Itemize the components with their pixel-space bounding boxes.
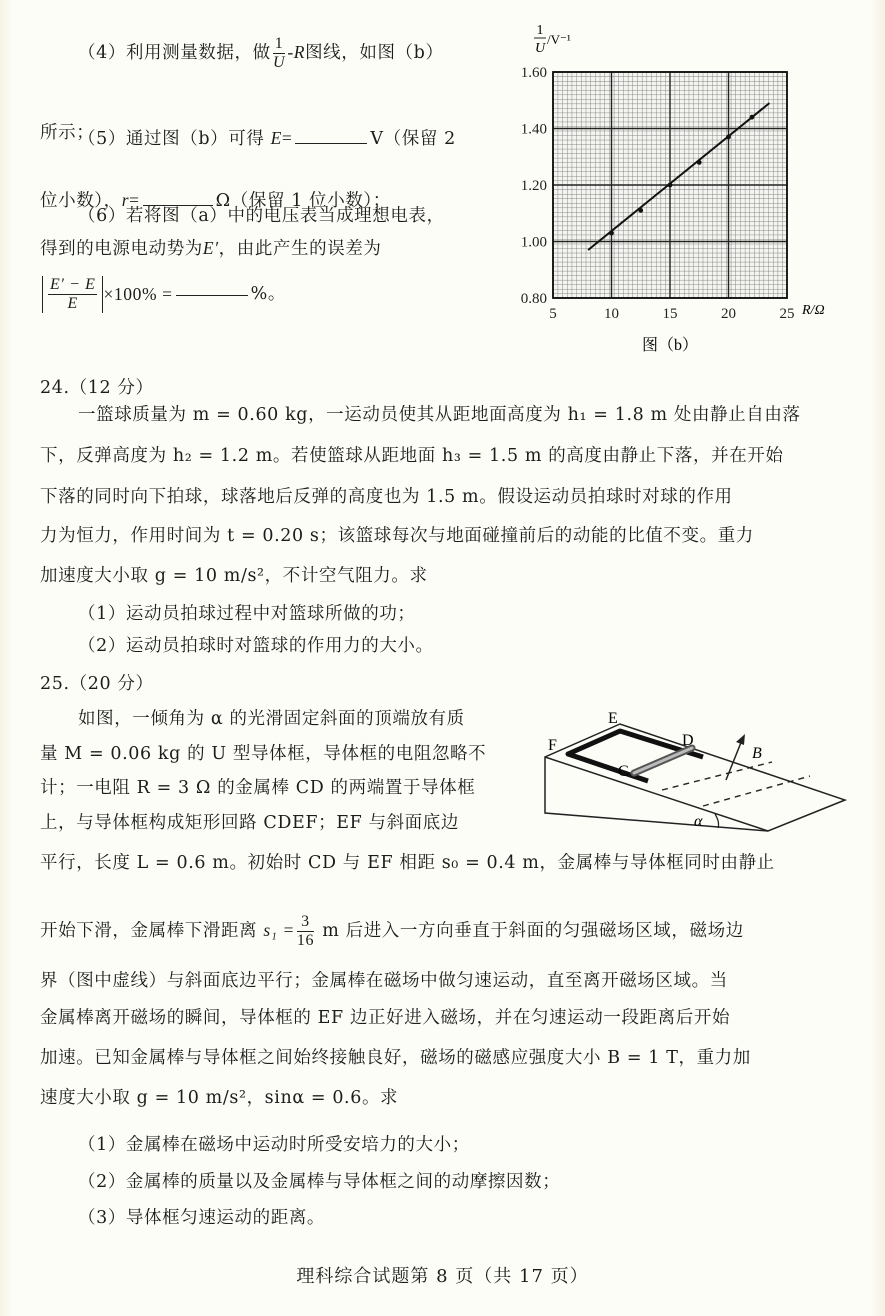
- data-point: [726, 135, 731, 140]
- q23-item-4-cont: 所示；: [40, 123, 95, 143]
- data-point: [638, 208, 643, 213]
- item-text: V（保留 2: [370, 129, 456, 149]
- equals: =: [129, 190, 140, 210]
- q25-sub-2: （2）金属棒的质量以及金属棒与导体框之间的动摩擦因数；: [78, 1172, 561, 1192]
- label-B: B: [752, 745, 762, 762]
- q23-item-6: （6）若将图（a）中的电压表当成理想电表，: [78, 206, 445, 226]
- q24-line-4: 力为恒力，作用时间为 t = 0.20 s；该篮球每次与地面碰撞前后的动能的比值不变。重力: [40, 526, 754, 546]
- fraction-numerator: 1: [274, 35, 284, 52]
- equals: =: [281, 128, 293, 148]
- q24-line-5: 加速度大小取 g = 10 m/s²，不计空气阻力。求: [40, 566, 428, 586]
- item-text: （4）利用测量数据，做: [78, 43, 271, 63]
- q25-sub-3: （3）导体框匀速运动的距离。: [78, 1208, 326, 1228]
- arrow-head-icon: [736, 734, 745, 745]
- chart-caption: 图（b）: [641, 337, 699, 354]
- incline-figure: [520, 690, 885, 850]
- chart-svg: [500, 18, 830, 363]
- x-tick-labels: [549, 306, 794, 322]
- fraction-3-16: [297, 913, 314, 950]
- fraction-denominator: E: [67, 295, 78, 312]
- q25-line-8: 金属棒离开磁场的瞬间，导体框的 EF 边正好进入磁场，并在匀速运动一段距离后开始: [40, 1008, 731, 1028]
- incline-svg: [520, 690, 885, 850]
- answer-blank-E[interactable]: [295, 141, 367, 144]
- q25-header: 25.（20 分）: [40, 674, 154, 694]
- label-C: C: [618, 763, 629, 780]
- fraction-1-over-U: [273, 35, 286, 72]
- q24-sub-1: （1）运动员拍球过程中对篮球所做的功；: [78, 604, 416, 624]
- item-text: 图线，如图（b）: [305, 43, 444, 63]
- x-tick-label: 15: [662, 306, 678, 322]
- q24-line-3: 下落的同时向下拍球，球落地后反弹的高度也为 1.5 m。假设运动员拍球时对球的作用: [40, 487, 733, 507]
- q24-sub-2: （2）运动员拍球时对篮球的作用力的大小。: [78, 636, 434, 656]
- item-text: （5）通过图（b）可得: [78, 129, 265, 149]
- y-tick-label: 1.60: [520, 65, 547, 81]
- fraction-numerator: 3: [297, 913, 314, 932]
- x-tick-label: 5: [549, 306, 557, 322]
- percent-sign: %。: [250, 283, 286, 304]
- fraction-denominator: U: [272, 54, 286, 71]
- chart-b: [500, 18, 830, 363]
- x-tick-label: 10: [604, 306, 619, 322]
- y-tick-label: 1.00: [520, 234, 547, 251]
- x-tick-label: 25: [779, 306, 795, 322]
- variable-s1: s₁ =: [263, 920, 295, 940]
- item-text: m 后进入一方向垂直于斜面的匀强磁场区域，磁场边: [322, 921, 744, 941]
- absolute-value: [42, 276, 103, 313]
- page-footer: 理科综合试题第 8 页（共 17 页）: [296, 1266, 589, 1287]
- data-point: [750, 115, 755, 120]
- item-text: Ω（保留 1 位小数）；: [215, 191, 391, 211]
- q23-item-4: [78, 35, 444, 72]
- field-boundary-lower: [703, 776, 810, 806]
- angle-arc: [715, 814, 719, 828]
- q25-line-10: 速度大小取 g = 10 m/s²，sinα = 0.6。求: [40, 1088, 399, 1108]
- q25-sub-1: （1）金属棒在磁场中运动时所受安培力的大小；: [78, 1135, 470, 1155]
- y-tick-label: 1.40: [520, 121, 547, 138]
- answer-blank-error[interactable]: [176, 293, 248, 296]
- fraction-denominator: 16: [296, 932, 315, 949]
- relative-error-fraction: [48, 276, 97, 313]
- label-alpha: α: [694, 813, 703, 830]
- q25-line-6: [40, 913, 744, 950]
- variable-E: E: [270, 128, 282, 148]
- q24-line-2: 下，反弹高度为 h₂ = 1.2 m。若使篮球从距地面 h₃ = 1.5 m 的高度由静止下落，并在开始: [40, 446, 784, 466]
- y-tick-label: 1.20: [520, 178, 547, 194]
- variable-r: r: [121, 190, 130, 210]
- field-boundary-upper: [662, 762, 772, 790]
- times-100-percent: ×100% =: [103, 283, 173, 304]
- q23-item-5: [78, 130, 456, 149]
- page-edge-left: [0, 0, 14, 1316]
- q24-header: 24.（12 分）: [40, 378, 154, 398]
- x-tick-label: 20: [721, 306, 736, 322]
- data-point: [609, 231, 614, 236]
- q23-item-6-cont: [40, 240, 382, 259]
- item-text: ，由此产生的误差为: [218, 239, 382, 259]
- data-point: [697, 160, 702, 165]
- y-axis-label: [534, 23, 571, 56]
- label-F: F: [548, 737, 557, 754]
- q25-line-3: 计；一电阻 R = 3 Ω 的金属棒 CD 的两端置于导体框: [40, 778, 476, 798]
- y-tick-label: 0.80: [520, 291, 547, 307]
- item-text: 得到的电源电动势为: [40, 239, 203, 259]
- q24-line-1: 一篮球质量为 m = 0.60 kg，一运动员使其从距地面高度为 h₁ = 1.8 m 处由静止自由落: [78, 405, 801, 425]
- q25-line-5: 平行，长度 L = 0.6 m。初始时 CD 与 EF 相距 s₀ = 0.4 m，金属棒与导体框同时由静止: [40, 853, 775, 873]
- label-E: E: [608, 710, 618, 727]
- q25-line-9: 加速。已知金属棒与导体框之间始终接触良好，磁场的磁感应强度大小 B = 1 T，重力加: [40, 1048, 751, 1068]
- y-label-numerator: 1: [536, 23, 544, 38]
- y-label-unit: /V⁻¹: [547, 32, 571, 47]
- data-point: [668, 183, 673, 188]
- label-D: D: [682, 732, 694, 749]
- fraction-numerator: E′ − E: [50, 276, 96, 293]
- q25-line-4: 上，与导体框构成矩形回路 CDEF；EF 与斜面底边: [40, 813, 459, 833]
- variable-E-prime: E′: [202, 238, 219, 258]
- y-tick-labels: [521, 65, 547, 307]
- q25-line-2: 量 M = 0.06 kg 的 U 型导体框，导体框的电阻忽略不: [40, 744, 487, 764]
- q25-line-1: 如图，一倾角为 α 的光滑固定斜面的顶端放有质: [78, 709, 465, 729]
- item-text: 开始下滑，金属棒下滑距离: [40, 921, 258, 941]
- q25-line-7: 界（图中虚线）与斜面底边平行；金属棒在磁场中做匀速运动，直至离开磁场区域。当: [40, 971, 728, 991]
- variable-R: -R: [287, 42, 306, 62]
- item-text: 位小数），: [40, 191, 122, 211]
- y-label-denominator: U: [534, 41, 546, 56]
- page-edge-right: [871, 0, 885, 1316]
- q23-item-6-formula: [42, 276, 286, 313]
- x-axis-label: R/Ω: [802, 303, 825, 318]
